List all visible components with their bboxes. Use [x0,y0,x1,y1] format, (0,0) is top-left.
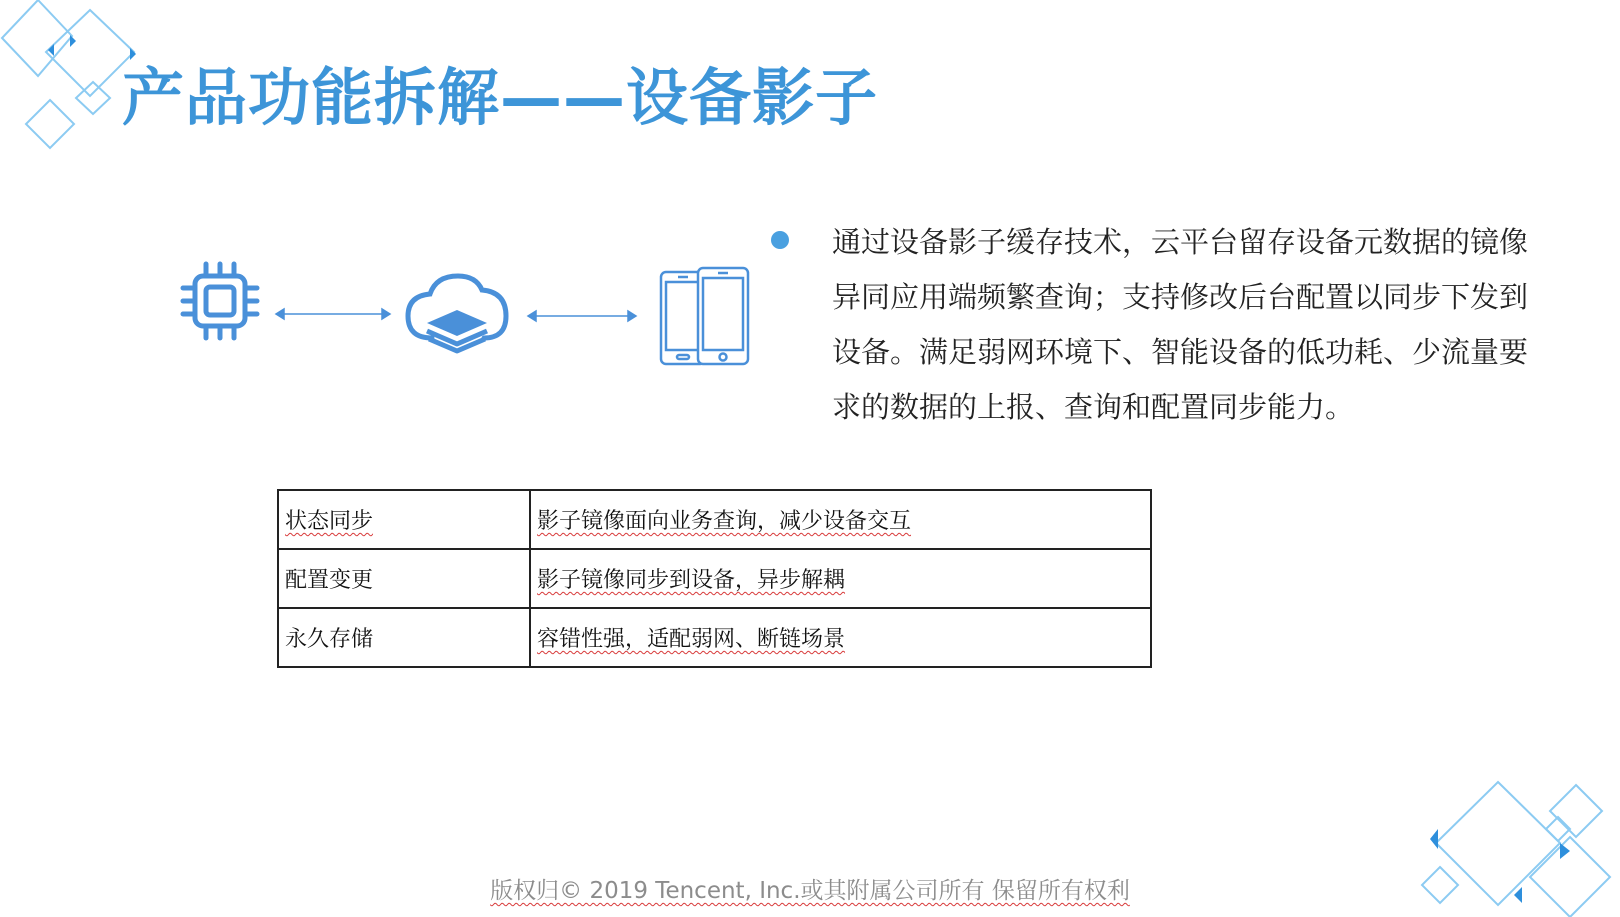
double-arrow-icon [276,309,390,319]
double-arrow-icon [528,311,636,321]
shadow-architecture-diagram [170,250,760,375]
table-row [278,549,1151,608]
cloud-layers-icon [408,276,506,351]
table-row [278,490,1151,549]
table-row [278,608,1151,667]
feature-table [277,489,1152,668]
bullet-dot [771,231,789,249]
chip-icon [183,264,257,338]
description-cell: 影子镜像面向业务查询，减少设备交互 [530,490,1151,549]
feature-cell: 配置变更 [278,549,530,608]
slide-title: 产品功能拆解——设备影子 [122,61,879,134]
feature-cell: 永久存储 [278,608,530,667]
feature-cell: 状态同步 [278,490,530,549]
description-cell: 容错性强，适配弱网、断链场景 [530,608,1151,667]
smartphones-icon [661,268,748,364]
bullet-description: 通过设备影子缓存技术，云平台留存设备元数据的镜像异同应用端频繁查询；支持修改后台配置以同步下发到设备。满足弱网环境下、智能设备的低功耗、少流量要求的数据的上报、查询和配置同步能力。 [832,225,1529,424]
description-cell: 影子镜像同步到设备，异步解耦 [530,549,1151,608]
copyright-footer: 版权归© 2019 Tencent, Inc.或其附属公司所有 保留所有权利 [490,878,1130,904]
